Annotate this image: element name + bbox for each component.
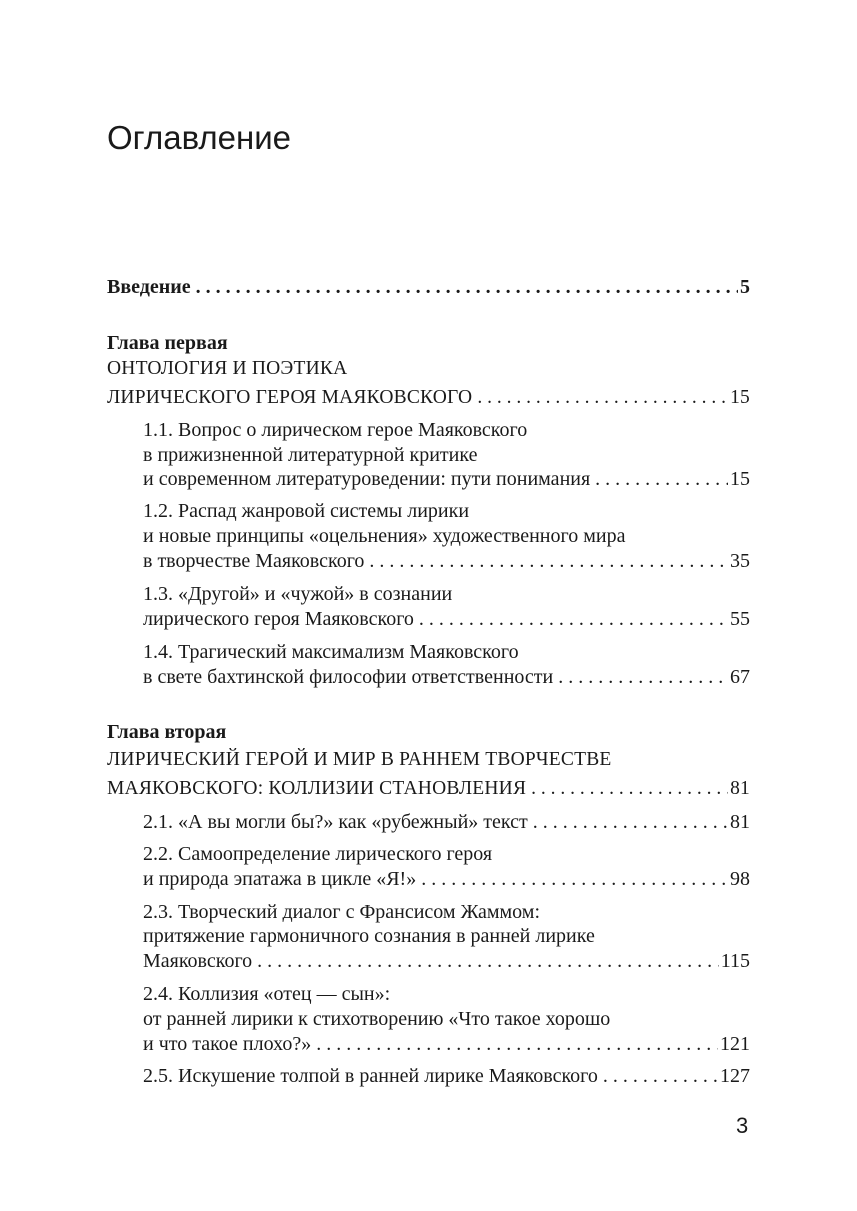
chapter-title: ОНТОЛОГИЯ И ПОЭТИКА [107, 358, 348, 379]
dot-leader [558, 664, 728, 690]
toc-entry-section[interactable] [143, 1063, 750, 1089]
toc-entry-section[interactable] [143, 548, 750, 574]
dot-leader [533, 809, 728, 835]
toc-entry-line[interactable]: 2.3. Творческий диалог с Франсисом Жаммом: [143, 901, 541, 923]
toc-entry-label: Введение [107, 276, 191, 298]
toc-entry-line: и что такое плохо?» [143, 1033, 312, 1055]
toc-page-number: 121 [720, 1033, 750, 1055]
toc-page-number: 81 [730, 811, 750, 833]
toc-entry-line: Маяковского [143, 950, 253, 972]
toc-entry-section[interactable] [143, 664, 750, 690]
toc-entry-line[interactable]: 1.2. Распад жанровой системы лирики [143, 500, 470, 522]
toc-page-number: 67 [730, 666, 750, 688]
dot-leader [419, 606, 728, 632]
toc-page-number: 81 [730, 778, 750, 799]
toc-page-number: 15 [730, 387, 750, 408]
toc-entry-line[interactable]: 1.1. Вопрос о лирическом герое Маяковского [143, 419, 528, 441]
toc-entry-section[interactable] [143, 866, 750, 892]
toc-entry-section[interactable] [143, 606, 750, 632]
toc-page-number: 5 [740, 276, 750, 298]
toc-entry-line[interactable]: 1.4. Трагический максимализм Маяковского [143, 641, 519, 663]
toc-entry-chapter[interactable] [107, 385, 750, 411]
dot-leader [531, 776, 728, 802]
dot-leader [603, 1063, 718, 1089]
toc-entry-section[interactable] [143, 948, 750, 974]
dot-leader [257, 948, 719, 974]
toc-entry-line[interactable]: и новые принципы «оцельнения» художественного мира [143, 525, 626, 547]
toc-entry-chapter[interactable] [107, 776, 750, 802]
toc-entry-line[interactable]: 2.2. Самоопределение лирического героя [143, 843, 493, 865]
toc-page-number: 55 [730, 608, 750, 630]
toc-page-number: 15 [730, 468, 750, 490]
page-number: 3 [736, 1113, 749, 1138]
dot-leader [477, 385, 728, 411]
toc-page-number: 98 [730, 868, 750, 890]
toc-entry-line[interactable]: притяжение гармоничного сознания в ранней лирике [143, 925, 595, 947]
toc-entry-introduction[interactable] [107, 274, 750, 300]
toc-entry-line: 2.5. Искушение толпой в ранней лирике Маяковского [143, 1065, 598, 1087]
chapter-heading: Глава первая [107, 332, 228, 354]
toc-page-number: 115 [720, 950, 750, 972]
chapter-title: МАЯКОВСКОГО: КОЛЛИЗИИ СТАНОВЛЕНИЯ [107, 778, 527, 799]
dot-leader [369, 548, 728, 574]
toc-page-number: 35 [730, 550, 750, 572]
toc-entry-line: и современном литературоведении: пути понимания [143, 468, 591, 490]
toc-entry-line[interactable]: 1.3. «Другой» и «чужой» в сознании [143, 583, 453, 605]
chapter-heading: Глава вторая [107, 721, 227, 743]
toc-entry-line: в свете бахтинской философии ответственности [143, 666, 554, 688]
dot-leader [196, 274, 738, 300]
dot-leader [316, 1031, 718, 1057]
toc-page-number: 127 [720, 1065, 750, 1087]
dot-leader [421, 866, 728, 892]
toc-entry-line: лирического героя Маяковского [143, 608, 414, 630]
page-title: Оглавление [107, 119, 291, 156]
toc-entry-section[interactable] [143, 466, 750, 492]
toc-entry-line: в творчестве Маяковского [143, 550, 365, 572]
toc-entry-line[interactable]: от ранней лирики к стихотворению «Что такое хорошо [143, 1008, 611, 1030]
toc-entry-section[interactable] [143, 809, 750, 835]
toc-entry-line[interactable]: в прижизненной литературной критике [143, 444, 478, 466]
dot-leader [595, 466, 728, 492]
chapter-title: ЛИРИЧЕСКИЙ ГЕРОЙ И МИР В РАННЕМ ТВОРЧЕСТВЕ [107, 749, 612, 770]
toc-entry-section[interactable] [143, 1031, 750, 1057]
toc-entry-line: 2.1. «А вы могли бы?» как «рубежный» текст [143, 811, 528, 833]
toc-entry-line: и природа эпатажа в цикле «Я!» [143, 868, 417, 890]
toc-entry-line[interactable]: 2.4. Коллизия «отец — сын»: [143, 983, 391, 1005]
chapter-title: ЛИРИЧЕСКОГО ГЕРОЯ МАЯКОВСКОГО [107, 387, 473, 408]
